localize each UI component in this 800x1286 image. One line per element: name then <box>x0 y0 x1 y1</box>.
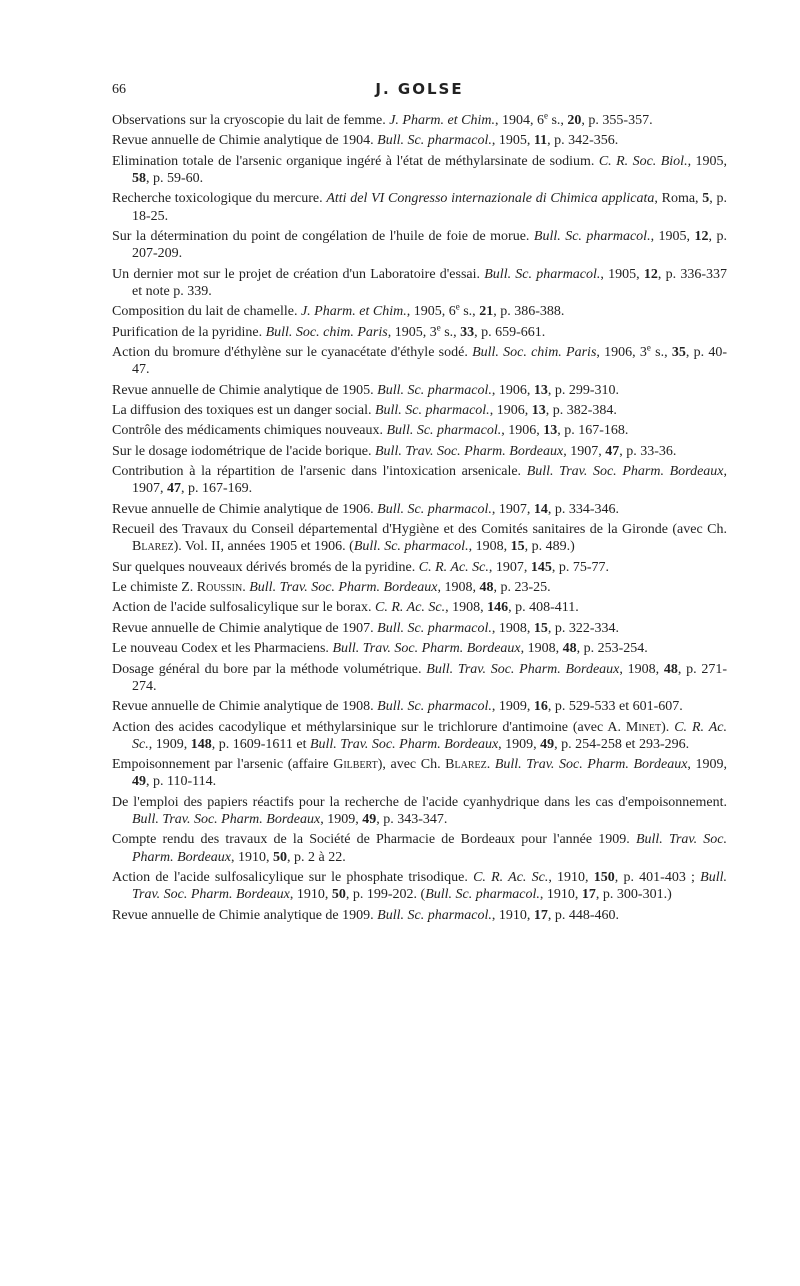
bibliography-entry <box>112 559 727 576</box>
entry-text: , 1908, <box>520 641 563 657</box>
entry-text: Sur le dosage iodométrique de l'acide borique. <box>112 443 375 459</box>
bibliography-entry <box>112 907 727 924</box>
bibliography-entry <box>112 132 727 149</box>
entry-text: , p. 40-47. <box>132 344 728 378</box>
entry-journal: C. R. Ac. Sc. <box>473 869 549 885</box>
entry-text: , p. 334-346. <box>547 501 620 517</box>
bibliography-entry <box>112 422 727 439</box>
entry-text: , p. 254-258 et 293-296. <box>554 736 690 752</box>
entry-text: Empoisonnement par l'arsenic (affaire <box>112 757 334 773</box>
entry-journal: C. R. Soc. Biol. <box>598 153 688 169</box>
entry-text: , p. 386-388. <box>493 304 565 320</box>
entry-text: , p. 1609-1611 et <box>211 736 310 752</box>
bibliography-entry <box>112 599 727 616</box>
entry-author-name: Minet <box>625 719 662 735</box>
bibliography-entry <box>112 153 727 187</box>
bibliography-entry <box>112 228 727 262</box>
entry-text: , p. 401-403 ; <box>614 869 701 885</box>
entry-volume: 49 <box>132 774 146 790</box>
entry-text: ). <box>661 719 675 735</box>
entry-text: , p. 382-384. <box>545 402 617 418</box>
entry-volume: 13 <box>531 402 546 418</box>
bibliography-entry <box>112 579 727 596</box>
entry-journal: Bull. Trav. Soc. Pharm. Bordeaux <box>332 641 521 657</box>
entry-text: , p. 342-356. <box>547 133 619 149</box>
entry-text: , 1908, <box>437 580 480 596</box>
entry-text: Revue annuelle de Chimie analytique de 1905. <box>112 382 378 398</box>
entry-text: , 1909, <box>687 757 727 773</box>
entry-text: , p. 110-114. <box>146 774 217 790</box>
bibliography-entry <box>112 620 727 637</box>
entry-text: , p. 448-460. <box>547 907 620 923</box>
entry-text: Action de l'acide sulfosalicylique sur le phosphate trisodique. <box>112 869 474 885</box>
entry-text: , 1906, <box>491 382 534 398</box>
entry-journal: Bull. Sc. pharmacol. <box>374 402 490 418</box>
entry-text: , 1908, <box>491 620 534 636</box>
entry-volume: 146 <box>487 600 509 616</box>
entry-text: , 1907, <box>563 443 606 459</box>
entry-journal: Bull. Trav. Soc. Pharm. Bordeaux <box>132 832 727 865</box>
entry-volume: 13 <box>533 382 548 398</box>
bibliography-entry <box>112 698 727 715</box>
entry-text: Revue annuelle de Chimie analytique de 1909. <box>112 907 378 923</box>
entry-text: , 1905, <box>687 153 728 169</box>
entry-text: , 1905, <box>600 266 644 282</box>
entry-volume: 12 <box>643 266 658 282</box>
entry-text: Observations sur la cryoscopie du lait de femme. <box>112 113 390 128</box>
bibliography-entry <box>112 112 727 129</box>
entry-volume: 48 <box>479 580 494 596</box>
entry-text: , 1906, 3 <box>596 344 647 360</box>
entry-journal: Bull. Sc. pharmacol. <box>377 699 492 715</box>
entry-text: Dosage général du bore par la méthode volumétrique. <box>112 661 427 677</box>
entry-superscript: e <box>646 342 651 353</box>
entry-volume: 48 <box>562 641 577 657</box>
entry-text: , p. 59-60. <box>146 170 204 186</box>
entry-author-name: Gilbert <box>333 757 378 773</box>
entry-text: Action des acides cacodylique et méthylarsinique sur le trichlorure d'antimoine (avec A. <box>112 719 626 735</box>
entry-text: Composition du lait de chamelle. <box>112 304 301 320</box>
entry-volume: 47 <box>605 443 620 459</box>
entry-text: Action de l'acide sulfosalicylique sur le borax. <box>112 600 375 616</box>
entry-journal: Atti del VI Congresso internazionale di Chimica applicata <box>326 191 655 207</box>
entry-text: Contribution à la répartition de l'arsenic dans l'intoxication arsenicale. <box>112 464 527 480</box>
bibliography-entry <box>112 190 727 224</box>
entry-volume: 33 <box>460 324 475 340</box>
entry-text: , 1910, <box>491 907 534 923</box>
entry-volume: 50 <box>273 849 288 865</box>
bibliography-list <box>112 112 727 924</box>
entry-text: , p. 336-337 et note p. 339. <box>132 266 727 299</box>
entry-journal: C. R. Ac. Sc. <box>132 719 727 752</box>
entry-text: , p. 23-25. <box>493 580 551 596</box>
entry-text: , 1909, <box>498 736 541 752</box>
entry-text: , 1905, <box>650 228 695 244</box>
entry-journal: Bull. Sc. pharmacol. <box>377 501 492 517</box>
entry-volume: 12 <box>694 228 709 244</box>
entry-author-name: Blarez <box>132 539 174 555</box>
entry-text: , p. 343-347. <box>376 812 448 827</box>
entry-text: , p. 2 à 22. <box>287 849 346 865</box>
bibliography-entry <box>112 640 727 657</box>
entry-text: , 1904, 6 <box>494 113 544 128</box>
entry-text: Sur la détermination du point de congélation de l'huile de foie de morue. <box>112 228 534 244</box>
entry-text: Un dernier mot sur le projet de création d'un Laboratoire d'essai. <box>112 266 485 282</box>
entry-text: , p. 75-77. <box>551 559 610 575</box>
entry-text: , 1910, <box>231 849 274 865</box>
entry-volume: 20 <box>567 113 582 128</box>
entry-journal: Bull. Trav. Soc. Pharm. Bordeaux <box>426 661 620 677</box>
entry-text: , 1910, <box>548 869 594 885</box>
entry-text: , Roma, <box>654 191 703 207</box>
entry-text: , 1905, 3 <box>387 324 437 340</box>
entry-journal: Bull. Trav. Soc. Pharm. Bordeaux <box>375 443 564 459</box>
entry-text: , p. 489.) <box>524 539 575 555</box>
entry-text: Revue annuelle de Chimie analytique de 1908. <box>112 699 378 715</box>
entry-text: Le chimiste Z. <box>112 580 197 596</box>
entry-volume: 49 <box>540 736 555 752</box>
entry-text: , p. 299-310. <box>547 382 620 398</box>
entry-text: , 1908, <box>468 539 511 555</box>
entry-text: , p. 167-169. <box>181 481 253 497</box>
entry-volume: 58 <box>132 170 146 186</box>
bibliography-entry <box>112 719 727 753</box>
page-number: 66 <box>112 82 126 97</box>
bibliography-entry <box>112 794 727 828</box>
entry-superscript: e <box>455 301 460 312</box>
entry-text: , p. 659-661. <box>474 324 546 340</box>
entry-journal: Bull. Sc. pharmacol. <box>425 887 540 903</box>
entry-volume: 145 <box>530 559 552 575</box>
entry-journal: Bull. Sc. pharmacol. <box>377 620 492 636</box>
bibliography-entry <box>112 443 727 460</box>
entry-journal: J. Pharm. et Chim. <box>300 304 407 320</box>
entry-volume: 5 <box>702 191 710 207</box>
entry-text: , 1907, <box>132 464 727 497</box>
entry-text: , p. 167-168. <box>557 423 629 439</box>
entry-text: Revue annuelle de Chimie analytique de 1906. <box>112 501 378 517</box>
entry-journal: Bull. Soc. chim. Paris <box>472 344 597 360</box>
entry-journal: Bull. Trav. Soc. Pharm. Bordeaux <box>309 736 499 752</box>
entry-volume: 49 <box>362 812 377 827</box>
entry-author-name: Roussin <box>196 580 243 596</box>
entry-text: , p. 355-357. <box>581 113 653 128</box>
entry-text: s., <box>440 324 461 340</box>
entry-text: ). Vol. II, années 1905 et 1906. ( <box>173 539 354 555</box>
entry-volume: 16 <box>533 699 548 715</box>
entry-text: , 1909, <box>148 736 191 752</box>
entry-text: Recueil des Travaux du Conseil départemental d'Hygiène et des Comités sanitaires de la Gironde (avec Ch. <box>112 522 727 538</box>
entry-volume: 48 <box>663 661 678 677</box>
entry-superscript: e <box>436 321 441 332</box>
bibliography-entry <box>112 756 727 790</box>
entry-volume: 15 <box>533 620 548 636</box>
entry-journal: C. R. Ac. Sc. <box>375 600 446 616</box>
bibliography-entry <box>112 463 727 497</box>
entry-journal: Bull. Trav. Soc. Pharm. Bordeaux <box>132 812 321 827</box>
entry-text: La diffusion des toxiques est un danger social. <box>112 402 375 418</box>
entry-journal: Bull. Sc. pharmacol. <box>484 266 601 282</box>
entry-journal: Bull. Sc. pharmacol. <box>377 907 492 923</box>
entry-volume: 47 <box>167 481 181 497</box>
bibliography-entry <box>112 266 727 300</box>
entry-journal: C. R. Ac. Sc. <box>418 559 489 575</box>
entry-journal: Bull. Sc. pharmacol. <box>353 539 469 555</box>
entry-text: , p. 408-411. <box>508 600 579 616</box>
entry-text: s., <box>459 304 480 320</box>
entry-volume: 14 <box>533 501 548 517</box>
entry-text: Revue annuelle de Chimie analytique de 1904. <box>112 133 378 149</box>
entry-text: Le nouveau Codex et les Pharmaciens. <box>112 641 333 657</box>
entry-journal: Bull. Sc. pharmacol. <box>386 423 502 439</box>
bibliography-entry <box>112 321 727 341</box>
entry-text: , p. 271-274. <box>132 661 728 694</box>
entry-author-name: Blarez <box>445 757 487 773</box>
document-page <box>112 80 727 927</box>
entry-volume: 11 <box>533 133 548 149</box>
entry-journal: Bull. Soc. chim. Paris <box>265 324 388 340</box>
entry-text: , 1909, <box>320 812 363 827</box>
entry-volume: 50 <box>331 887 346 903</box>
entry-text: , p. 207-209. <box>132 228 728 262</box>
entry-journal: Bull. Trav. Soc. Pharm. Bordeaux <box>526 464 724 480</box>
entry-text: , 1907, <box>491 501 534 517</box>
entry-text: , 1907, <box>488 559 531 575</box>
entry-volume: 13 <box>543 423 558 439</box>
entry-text: Elimination totale de l'arsenic organique ingéré à l'état de méthylarsinate de sodium. <box>112 153 599 169</box>
entry-superscript: e <box>543 110 548 121</box>
entry-text: , 1910, <box>289 887 332 903</box>
entry-text: . <box>242 580 250 596</box>
entry-journal: Bull. Trav. Soc. Pharm. Bordeaux <box>249 580 438 596</box>
entry-text: , 1908, <box>445 600 488 616</box>
entry-volume: 15 <box>510 539 525 555</box>
entry-text: s., <box>547 113 568 128</box>
entry-journal: Bull. Sc. pharmacol. <box>533 228 651 244</box>
entry-text: Contrôle des médicaments chimiques nouveaux. <box>112 423 387 439</box>
bibliography-entry <box>112 869 727 903</box>
entry-journal: J. Pharm. et Chim. <box>389 113 495 128</box>
entry-text: , 1908, <box>619 661 664 677</box>
entry-text: , p. 322-334. <box>547 620 620 636</box>
entry-volume: 21 <box>479 304 494 320</box>
entry-text: ), avec Ch. <box>377 757 446 773</box>
entry-text: , 1906, <box>501 423 544 439</box>
entry-volume: 150 <box>593 869 615 885</box>
bibliography-entry <box>112 344 727 378</box>
entry-text: , 1905, 6 <box>406 304 456 320</box>
entry-text: , p. 199-202. ( <box>345 887 426 903</box>
entry-text: , p. 18-25. <box>132 191 728 224</box>
entry-text: Compte rendu des travaux de la Société de Pharmacie de Bordeaux pour l'année 1909. <box>112 832 636 848</box>
entry-text: s., <box>650 344 672 360</box>
entry-volume: 35 <box>671 344 686 360</box>
entry-text: Purification de la pyridine. <box>112 324 266 340</box>
entry-text: , p. 529-533 et 601-607. <box>547 699 683 715</box>
entry-volume: 17 <box>581 887 596 903</box>
entry-text: Sur quelques nouveaux dérivés bromés de la pyridine. <box>112 559 419 575</box>
entry-text: Recherche toxicologique du mercure. <box>112 191 327 207</box>
entry-journal: Bull. Sc. pharmacol. <box>377 382 492 398</box>
entry-journal: Bull. Sc. pharmacol. <box>377 133 492 149</box>
entry-text: , p. 300-301.) <box>595 887 672 903</box>
entry-text: , 1906, <box>489 402 532 418</box>
entry-journal: Bull. Trav. Soc. Pharm. Bordeaux <box>132 869 727 903</box>
page-header <box>112 80 727 106</box>
entry-text: , 1910, <box>539 887 582 903</box>
entry-journal: Bull. Trav. Soc. Pharm. Bordeaux <box>494 757 688 773</box>
running-head: J. GOLSE <box>375 80 464 98</box>
entry-text: , 1909, <box>491 699 534 715</box>
entry-text: , 1905, <box>491 133 534 149</box>
bibliography-entry <box>112 303 727 320</box>
bibliography-entry <box>112 501 727 518</box>
entry-text: Action du bromure d'éthylène sur le cyanacétate d'éthyle sodé. <box>112 344 473 360</box>
bibliography-entry <box>112 382 727 399</box>
bibliography-entry <box>112 521 727 555</box>
entry-text: . <box>486 757 495 773</box>
bibliography-entry <box>112 661 727 695</box>
entry-text: , p. 33-36. <box>619 443 677 459</box>
entry-text: De l'emploi des papiers réactifs pour la recherche de l'acide cyanhydrique dans les cas d'empoisonnement. <box>112 794 727 810</box>
bibliography-entry <box>112 402 727 419</box>
entry-text: , p. 253-254. <box>576 641 648 657</box>
entry-volume: 148 <box>190 736 212 752</box>
entry-volume: 17 <box>533 907 548 923</box>
bibliography-entry <box>112 831 727 865</box>
entry-text: Revue annuelle de Chimie analytique de 1907. <box>112 620 378 636</box>
